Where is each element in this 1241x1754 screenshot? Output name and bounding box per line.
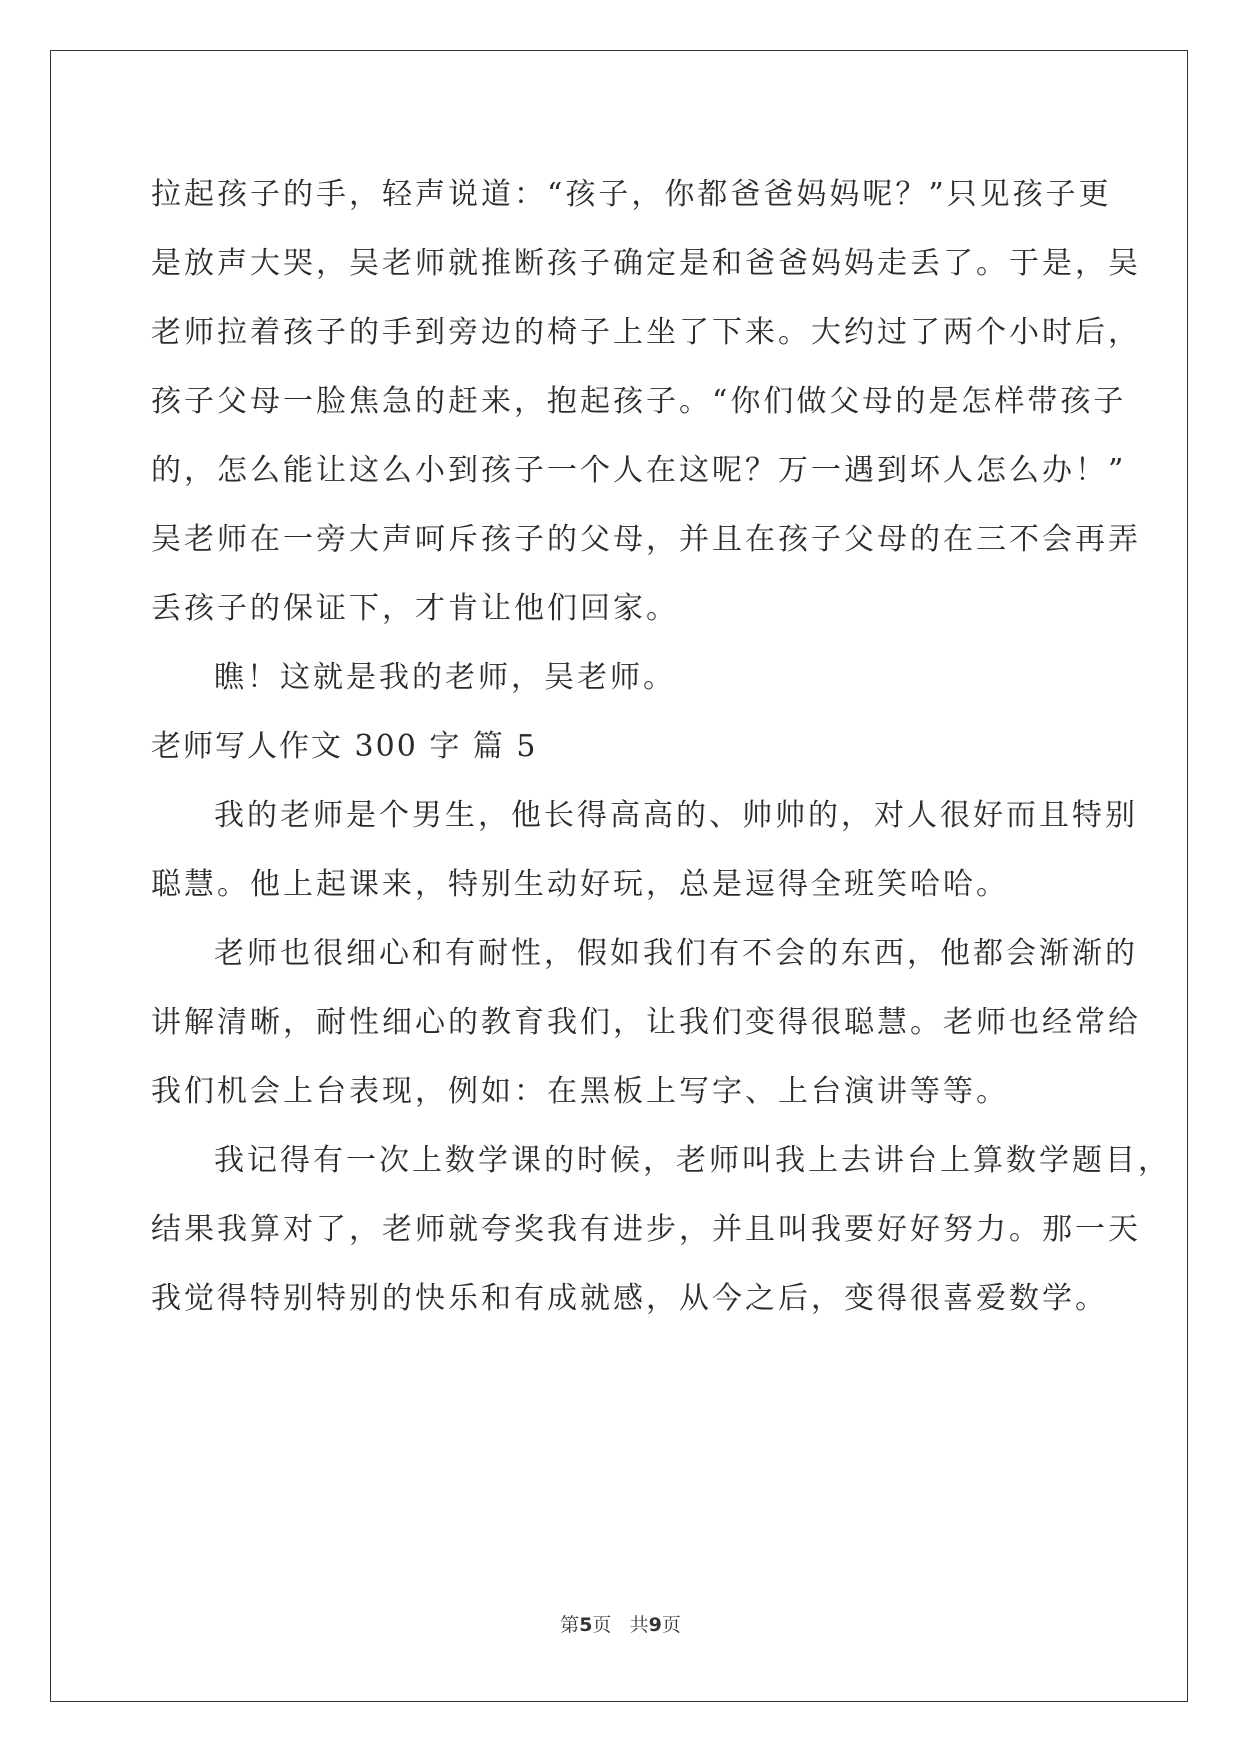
text-line: 拉起孩子的手，轻声说道：“孩子，你都爸爸妈妈呢？”只见孩子更 — [151, 177, 1112, 212]
text-line: 丢孩子的保证下，才肯让他们回家。 — [151, 591, 679, 626]
footer-prefix: 第 — [560, 1614, 580, 1636]
text-line: 的，怎么能让这么小到孩子一个人在这呢？万一遇到坏人怎么办！” — [151, 453, 1127, 488]
footer-total-prefix: 共 — [629, 1614, 649, 1636]
text-line: 吴老师在一旁大声呵斥孩子的父母，并且在孩子父母的在三不会再弄 — [151, 522, 1141, 557]
paragraph-line: 老师也很细心和有耐性，假如我们有不会的东西，他都会渐渐的 — [214, 936, 1138, 971]
text-line: 老师拉着孩子的手到旁边的椅子上坐了下来。大约过了两个小时后， — [151, 315, 1141, 350]
current-page-number: 5 — [579, 1614, 593, 1636]
document-body — [151, 160, 1171, 1333]
footer-total-suffix: 页 — [661, 1614, 681, 1636]
text-line: 我觉得特别特别的快乐和有成就感，从今之后，变得很喜爱数学。 — [151, 1281, 1108, 1316]
total-page-count: 9 — [648, 1614, 662, 1636]
section-heading: 老师写人作文 300 字 篇 5 — [151, 729, 538, 764]
text-line: 结果我算对了，老师就夸奖我有进步，并且叫我要好好努力。那一天 — [151, 1212, 1141, 1247]
text-line: 孩子父母一脸焦急的赶来，抱起孩子。“你们做父母的是怎样带孩子 — [151, 384, 1127, 419]
text-line: 聪慧。他上起课来，特别生动好玩，总是逗得全班笑哈哈。 — [151, 867, 1009, 902]
paragraph-line: 瞧！这就是我的老师，吴老师。 — [214, 660, 676, 695]
text-line: 讲解清晰，耐性细心的教育我们，让我们变得很聪慧。老师也经常给 — [151, 1005, 1141, 1040]
page-footer — [0, 1610, 1241, 1637]
paragraph-line: 我的老师是个男生，他长得高高的、帅帅的，对人很好而且特别 — [214, 798, 1138, 833]
text-line: 是放声大哭，吴老师就推断孩子确定是和爸爸妈妈走丢了。于是，吴 — [151, 246, 1141, 281]
footer-page-word: 页 — [592, 1614, 612, 1636]
paragraph-line: 我记得有一次上数学课的时候，老师叫我上去讲台上算数学题目， — [214, 1143, 1171, 1178]
text-line: 我们机会上台表现，例如：在黑板上写字、上台演讲等等。 — [151, 1074, 1009, 1109]
